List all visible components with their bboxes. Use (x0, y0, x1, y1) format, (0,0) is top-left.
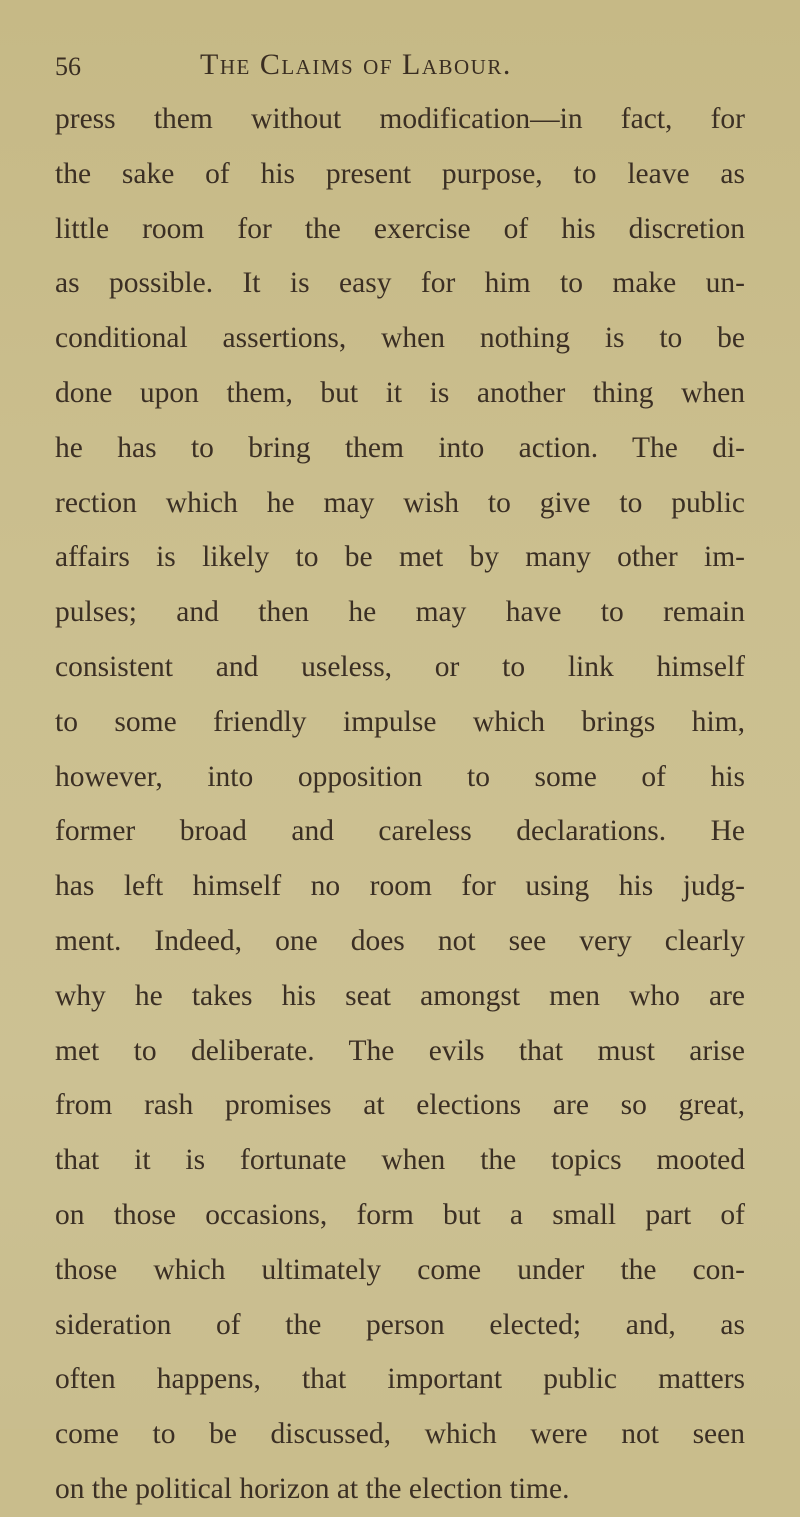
text-line: met to deliberate. The evils that must arise (55, 1034, 745, 1067)
text-line: often happens, that important public matters (55, 1363, 745, 1396)
text-line: pulses; and then he may have to remain (55, 596, 745, 629)
text-line: rection which he may wish to give to public (55, 486, 745, 519)
text-line: consistent and useless, or to link himself (55, 650, 745, 683)
running-head (55, 48, 755, 92)
text-line: done upon them, but it is another thing when (55, 376, 745, 409)
text-line: come to be discussed, which were not seen (55, 1418, 745, 1451)
running-title: The Claims of Labour. (200, 48, 512, 81)
text-line: affairs is likely to be met by many other im- (55, 541, 745, 574)
text-line: has left himself no room for using his judg- (55, 870, 745, 903)
text-line-last: on the political horizon at the election time. (55, 1472, 570, 1505)
text-line: the sake of his present purpose, to leave as (55, 157, 745, 190)
text-line: he has to bring them into action. The di- (55, 431, 745, 464)
text-line: that it is fortunate when the topics mooted (55, 1144, 745, 1177)
text-line: press them without modification—in fact, for (55, 103, 745, 135)
text-line: ment. Indeed, one does not see very clearly (55, 924, 745, 957)
page-number: 56 (55, 52, 81, 81)
text-line: sideration of the person elected; and, as (55, 1308, 745, 1341)
text-line: as possible. It is easy for him to make un- (55, 267, 745, 300)
text-line: former broad and careless declarations. He (55, 815, 745, 848)
text-line: why he takes his seat amongst men who are (55, 979, 745, 1012)
text-line: to some friendly impulse which brings him, (55, 705, 745, 738)
text-line: those which ultimately come under the con- (55, 1253, 745, 1286)
body-text (55, 92, 745, 1517)
text-line: however, into opposition to some of his (55, 760, 745, 793)
text-line: conditional assertions, when nothing is to be (55, 322, 745, 355)
text-line: from rash promises at elections are so great, (55, 1089, 745, 1122)
text-line: little room for the exercise of his discretion (55, 212, 745, 245)
text-line: on those occasions, form but a small part of (55, 1198, 745, 1231)
